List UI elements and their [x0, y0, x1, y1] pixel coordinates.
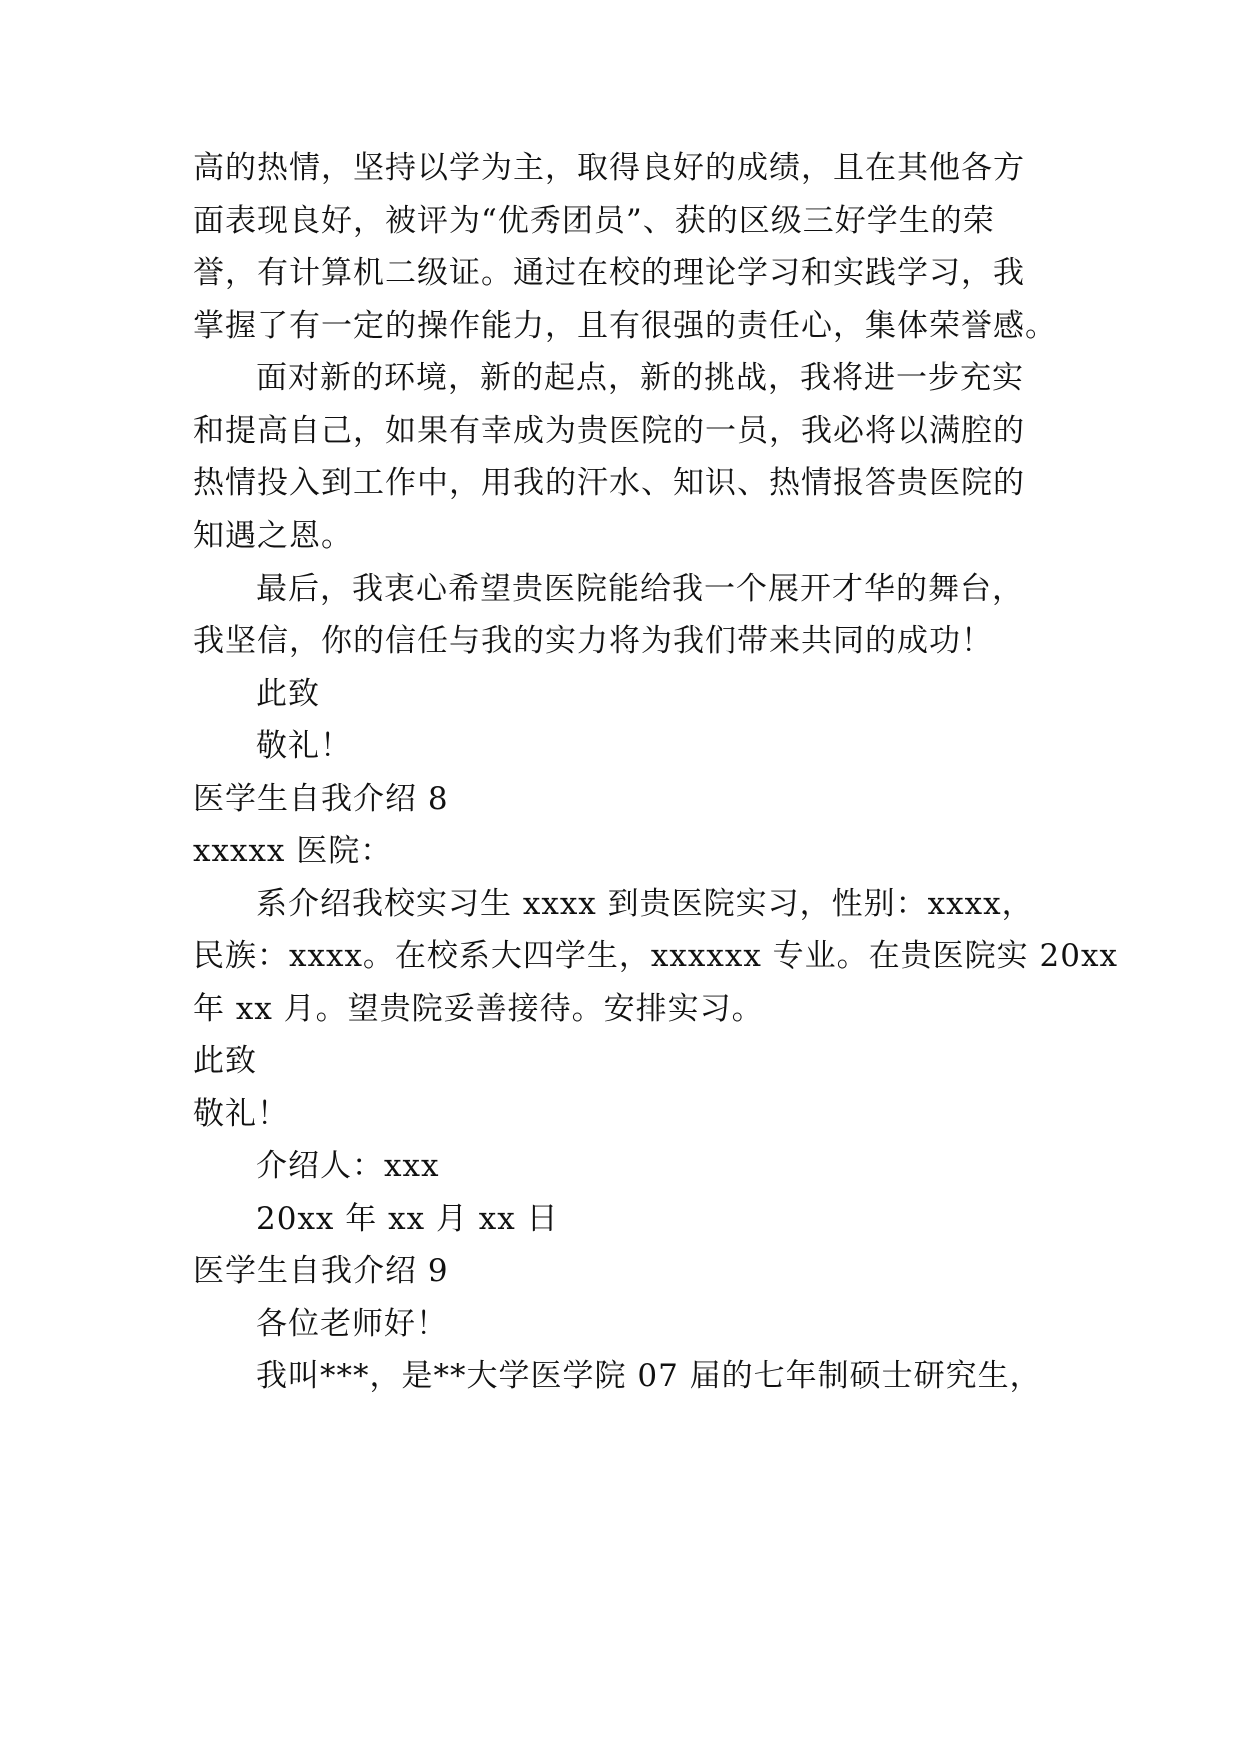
section-heading: 医学生自我介绍 8 [193, 781, 449, 817]
body-text-line: 年 xx 月。望贵院妥善接待。安排实习。 [193, 991, 764, 1027]
body-text-line: 我坚信，你的信任与我的实力将为我们带来共同的成功！ [193, 623, 993, 659]
closing-line: 此致 [193, 1043, 257, 1079]
section-heading: 医学生自我介绍 9 [193, 1253, 449, 1289]
paragraph-first-line: 系介绍我校实习生 xxxx 到贵医院实习，性别：xxxx， [256, 886, 1034, 922]
salutation-line: 敬礼！ [256, 728, 352, 764]
body-text-line: 誉，有计算机二级证。通过在校的理论学习和实践学习，我 [193, 255, 1025, 291]
body-text-line: 知遇之恩。 [193, 518, 353, 554]
body-text-line: 民族：xxxx。在校系大四学生，xxxxxx 专业。在贵医院实 20xx [193, 938, 1118, 974]
salutation-line: 敬礼！ [193, 1096, 289, 1132]
closing-line: 此致 [256, 676, 320, 712]
body-text-line: 和提高自己，如果有幸成为贵医院的一员，我必将以满腔的 [193, 413, 1025, 449]
date-line: 20xx 年 xx 月 xx 日 [256, 1201, 559, 1237]
body-text-line: 热情投入到工作中，用我的汗水、知识、热情报答贵医院的 [193, 465, 1025, 501]
body-text-line: 掌握了有一定的操作能力，且有很强的责任心，集体荣誉感。 [193, 308, 1057, 344]
addressee-line: xxxxx 医院： [193, 833, 393, 869]
paragraph-first-line: 最后，我衷心希望贵医院能给我一个展开才华的舞台， [256, 571, 1024, 607]
body-text-line: 高的热情，坚持以学为主，取得良好的成绩，且在其他各方 [193, 150, 1025, 186]
paragraph-first-line: 面对新的环境，新的起点，新的挑战，我将进一步充实 [256, 360, 1024, 396]
body-text-line: 面表现良好，被评为“优秀团员”、获的区级三好学生的荣 [193, 203, 995, 239]
introducer-line: 介绍人：xxx [256, 1148, 440, 1184]
greeting-line: 各位老师好！ [256, 1306, 448, 1342]
paragraph-first-line: 我叫***，是**大学医学院 07 届的七年制硕士研究生， [256, 1358, 1042, 1394]
